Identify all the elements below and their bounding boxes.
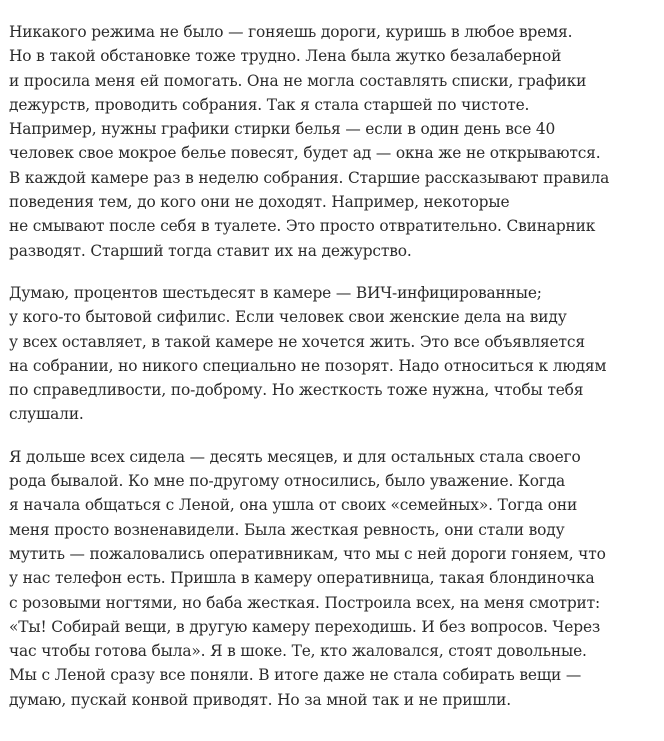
text-line: разводят. Старший тогда ставит их на дежурство. <box>9 241 412 260</box>
text-line: Никакого режима не было — гоняешь дороги, куришь в любое время. <box>9 23 573 41</box>
text-line: человек свое мокрое белье повесят, будет ад — окна же не открываются. <box>9 144 601 163</box>
text-line: дежурств, проводить собрания. Так я стала старшей по чистоте. <box>9 95 530 114</box>
paragraph-3 <box>9 445 661 712</box>
text-line: поведения тем, до кого они не доходят. Например, некоторые <box>9 193 510 212</box>
text-line: В каждой камере раз в неделю собрания. Старшие рассказывают правила <box>9 168 610 187</box>
text-line: Я дольше всех сидела — десять месяцев, и для остальных стала своего <box>9 447 581 466</box>
text-line: мутить — пожаловались оперативникам, что мы с ней дороги гоняем, что <box>9 544 606 563</box>
text-line: рода бывалой. Ко мне по-другому относились, было уважение. Когда <box>9 472 566 491</box>
text-line: с розовыми ногтями, но баба жесткая. Построила всех, на меня смотрит: <box>9 593 601 612</box>
text-line: у кого-то бытовой сифилис. Если человек свои женские дела на виду <box>9 308 567 327</box>
text-line: слушали. <box>9 405 84 424</box>
text-line: думаю, пускай конвой приводят. Но за мной так и не пришли. <box>9 690 511 709</box>
text-line: час чтобы готова была». Я в шоке. Те, кто жаловался, стоят довольные. <box>9 642 587 661</box>
text-line: не смывают после себя в туалете. Это просто отвратительно. Свинарник <box>9 217 596 236</box>
text-line: меня просто возненавидели. Была жесткая ревность, они стали воду <box>9 520 565 539</box>
article-body <box>9 20 661 730</box>
text-line: Но в такой обстановке тоже трудно. Лена была жутко безалаберной <box>9 47 562 66</box>
text-line: на собрании, но никого специально не позорят. Надо относиться к людям <box>9 356 607 375</box>
text-line: и просила меня ей помогать. Она не могла составлять списки, графики <box>9 71 587 90</box>
paragraph-1 <box>9 20 661 263</box>
text-line: «Ты! Собирай вещи, в другую камеру переходишь. И без вопросов. Через <box>9 617 601 636</box>
text-line: у всех оставляет, в такой камере не хочется жить. Это все объявляется <box>9 332 585 351</box>
text-line: Думаю, процентов шестьдесят в камере — ВИЧ-инфицированные; <box>9 283 542 302</box>
text-line: по справедливости, по-доброму. Но жесткость тоже нужна, чтобы тебя <box>9 381 584 400</box>
text-line: у нас телефон есть. Пришла в камеру оперативница, такая блондиночка <box>9 569 595 588</box>
paragraph-2 <box>9 281 661 427</box>
text-line: Например, нужны графики стирки белья — если в один день все 40 <box>9 120 556 139</box>
text-line: я начала общаться с Леной, она ушла от своих «семейных». Тогда они <box>9 496 578 515</box>
text-line: Мы с Леной сразу все поняли. В итоге даже не стала собирать вещи — <box>9 666 582 685</box>
